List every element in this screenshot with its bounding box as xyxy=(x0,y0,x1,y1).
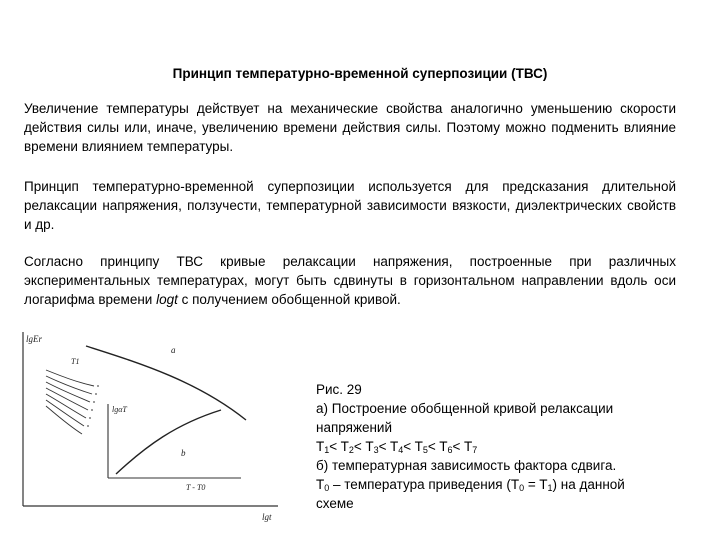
label-b: b xyxy=(181,448,186,458)
t-sub: 6 xyxy=(447,445,453,455)
t-sub: 1 xyxy=(324,445,330,455)
axis-a-y-label: lgEr xyxy=(26,334,43,344)
t-symbol: T xyxy=(316,439,325,454)
curve-dot xyxy=(89,417,91,419)
caption-part-a: а) Построение обобщенной кривой релаксации xyxy=(316,401,614,416)
curve-t7 xyxy=(46,406,82,434)
caption-part-b: б) температурная зависимость фактора сдвига. xyxy=(316,458,617,473)
curve-t1 xyxy=(46,370,94,386)
paragraph-3-text: Согласно принципу ТВС кривые релаксации напряжения, построенные при различных экспериментальных температурах, могут быть сдвинуты в горизонтальном направлении вдоль оси логарифма времени xyxy=(24,254,676,307)
caption-figure-number: Рис. 29 xyxy=(316,382,362,397)
caption-temperature-order xyxy=(316,437,696,456)
relaxation-curves xyxy=(46,370,94,434)
caption-ref-text: – температура приведения (T xyxy=(329,477,520,492)
t0-sub: 0 xyxy=(519,483,525,493)
t-sub: 7 xyxy=(472,445,478,455)
t-sub: 3 xyxy=(373,445,379,455)
caption-reference-temp xyxy=(316,475,696,494)
lt-sign: < xyxy=(353,439,366,454)
lt-sign: < xyxy=(427,439,440,454)
shift-factor-curve xyxy=(116,410,221,474)
paragraph-3 xyxy=(24,252,676,309)
caption-ref-eq: = T xyxy=(524,477,548,492)
t-symbol: T xyxy=(414,439,423,454)
logt-term: logt xyxy=(156,292,178,307)
curve-dot xyxy=(97,385,99,387)
figure-29-graphic xyxy=(16,328,306,528)
caption-ref-end: ) на данной xyxy=(552,477,625,492)
lt-sign: < xyxy=(378,439,390,454)
t-symbol: T xyxy=(389,439,399,454)
t-sub: 2 xyxy=(348,445,354,455)
t-sub: 5 xyxy=(422,445,428,455)
t-symbol: T xyxy=(439,439,448,454)
lt-sign: < xyxy=(329,439,341,454)
label-a: a xyxy=(171,345,176,355)
page-title: Принцип температурно-временной суперпозиции (ТВС) xyxy=(172,66,548,81)
lt-sign: < xyxy=(452,439,464,454)
axis-b-y-label: lgαT xyxy=(112,405,127,414)
axis-a-x-label: lgt xyxy=(262,512,272,522)
t0-symbol: T xyxy=(316,477,325,492)
axis-b-x-label: T - T0 xyxy=(186,483,206,492)
curve-dot xyxy=(95,393,97,395)
t1-sub: 1 xyxy=(547,483,553,493)
curve-dot xyxy=(93,401,95,403)
t-symbol: T xyxy=(463,439,473,454)
caption-part-a-cont: напряжений xyxy=(316,420,393,435)
t-symbol: T xyxy=(340,439,349,454)
figure-caption xyxy=(316,380,696,513)
t0-sub: 0 xyxy=(324,483,330,493)
paragraph-1: Увеличение температуры действует на механические свойства аналогично уменьшению скорости действия силы или, иначе, увеличению времени действия силы. Поэтому можно подменить влияние времени влиянием температуры. xyxy=(24,101,676,154)
curve-dot xyxy=(87,425,89,427)
curve-label-t1: T1 xyxy=(71,357,80,366)
caption-scheme: схеме xyxy=(316,496,354,511)
lt-sign: < xyxy=(403,439,415,454)
figure-29 xyxy=(16,328,306,528)
paragraph-2: Принцип температурно-временной суперпозиции используется для предсказания длительной релаксации напряжения, ползучести, температурной зависимости вязкости, диэлектрических свойств и др. xyxy=(24,179,676,232)
paragraph-3-end: с получением обобщенной кривой. xyxy=(177,292,401,307)
curve-dots xyxy=(87,385,99,427)
t-symbol: T xyxy=(365,439,374,454)
curve-dot xyxy=(91,409,93,411)
master-curve xyxy=(86,346,246,420)
t-sub: 4 xyxy=(398,445,404,455)
